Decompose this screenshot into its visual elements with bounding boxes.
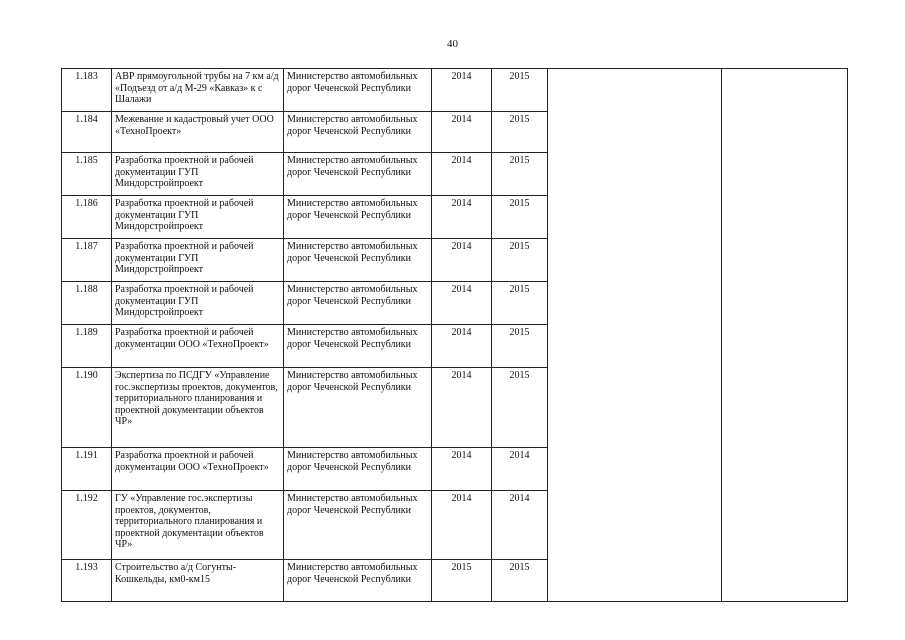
row-end-year: 2015: [492, 282, 548, 325]
row-organization: Министерство автомобильных дорог Чеченской Республики: [284, 448, 432, 491]
row-number: 1.186: [62, 196, 112, 239]
row-end-year: 2015: [492, 153, 548, 196]
row-name: Разработка проектной и рабочей документации ГУП Миндорстройпроект: [112, 196, 284, 239]
row-number: 1.191: [62, 448, 112, 491]
row-name: Строительство а/д Согунты-Кошкельды, км0-км15: [112, 560, 284, 602]
row-start-year: 2015: [432, 560, 492, 602]
row-number: 1.185: [62, 153, 112, 196]
row-name: Разработка проектной и рабочей документации ООО «ТехноПроект»: [112, 448, 284, 491]
row-name: ГУ «Управление гос.экспертизы проектов, документов, территориального планирования и проектной документации объектов ЧР»: [112, 491, 284, 560]
row-organization: Министерство автомобильных дорог Чеченской Республики: [284, 368, 432, 448]
row-number: 1.184: [62, 112, 112, 153]
row-number: 1.190: [62, 368, 112, 448]
program-table: [61, 68, 848, 602]
page-number: 40: [447, 38, 458, 50]
row-organization: Министерство автомобильных дорог Чеченской Республики: [284, 491, 432, 560]
row-name: АВР прямоугольной трубы на 7 км а/д «Подъезд от а/д М-29 «Кавказ» к с Шалажи: [112, 69, 284, 112]
row-start-year: 2014: [432, 325, 492, 368]
row-start-year: 2014: [432, 491, 492, 560]
row-organization: Министерство автомобильных дорог Чеченской Республики: [284, 325, 432, 368]
row-end-year: 2015: [492, 112, 548, 153]
row-end-year: 2015: [492, 196, 548, 239]
row-organization: Министерство автомобильных дорог Чеченской Республики: [284, 112, 432, 153]
row-start-year: 2014: [432, 282, 492, 325]
row-organization: Министерство автомобильных дорог Чеченской Республики: [284, 239, 432, 282]
row-organization: Министерство автомобильных дорог Чеченской Республики: [284, 282, 432, 325]
table-row: [62, 69, 848, 112]
row-number: 1.187: [62, 239, 112, 282]
row-number: 1.193: [62, 560, 112, 602]
row-start-year: 2014: [432, 448, 492, 491]
row-number: 1.189: [62, 325, 112, 368]
row-end-year: 2015: [492, 325, 548, 368]
row-end-year: 2015: [492, 368, 548, 448]
blank-column-7: [722, 69, 848, 602]
row-organization: Министерство автомобильных дорог Чеченской Республики: [284, 196, 432, 239]
row-end-year: 2015: [492, 69, 548, 112]
row-number: 1.192: [62, 491, 112, 560]
row-start-year: 2014: [432, 153, 492, 196]
row-organization: Министерство автомобильных дорог Чеченской Республики: [284, 560, 432, 602]
row-end-year: 2014: [492, 491, 548, 560]
row-name: Экспертиза по ПСДГУ «Управление гос.экспертизы проектов, документов, территориального планирования и проектной документации объектов ЧР»: [112, 368, 284, 448]
row-start-year: 2014: [432, 239, 492, 282]
row-number: 1.188: [62, 282, 112, 325]
row-start-year: 2014: [432, 112, 492, 153]
row-name: Межевание и кадастровый учет ООО «ТехноПроект»: [112, 112, 284, 153]
row-organization: Министерство автомобильных дорог Чеченской Республики: [284, 69, 432, 112]
blank-column-6: [548, 69, 722, 602]
row-name: Разработка проектной и рабочей документации ГУП Миндорстройпроект: [112, 239, 284, 282]
row-start-year: 2014: [432, 69, 492, 112]
row-end-year: 2015: [492, 239, 548, 282]
row-end-year: 2014: [492, 448, 548, 491]
row-organization: Министерство автомобильных дорог Чеченской Республики: [284, 153, 432, 196]
table-body: [62, 69, 848, 602]
row-start-year: 2014: [432, 196, 492, 239]
row-name: Разработка проектной и рабочей документации ООО «ТехноПроект»: [112, 325, 284, 368]
row-name: Разработка проектной и рабочей документации ГУП Миндорстройпроект: [112, 282, 284, 325]
row-name: Разработка проектной и рабочей документации ГУП Миндорстройпроект: [112, 153, 284, 196]
row-start-year: 2014: [432, 368, 492, 448]
row-end-year: 2015: [492, 560, 548, 602]
row-number: 1.183: [62, 69, 112, 112]
